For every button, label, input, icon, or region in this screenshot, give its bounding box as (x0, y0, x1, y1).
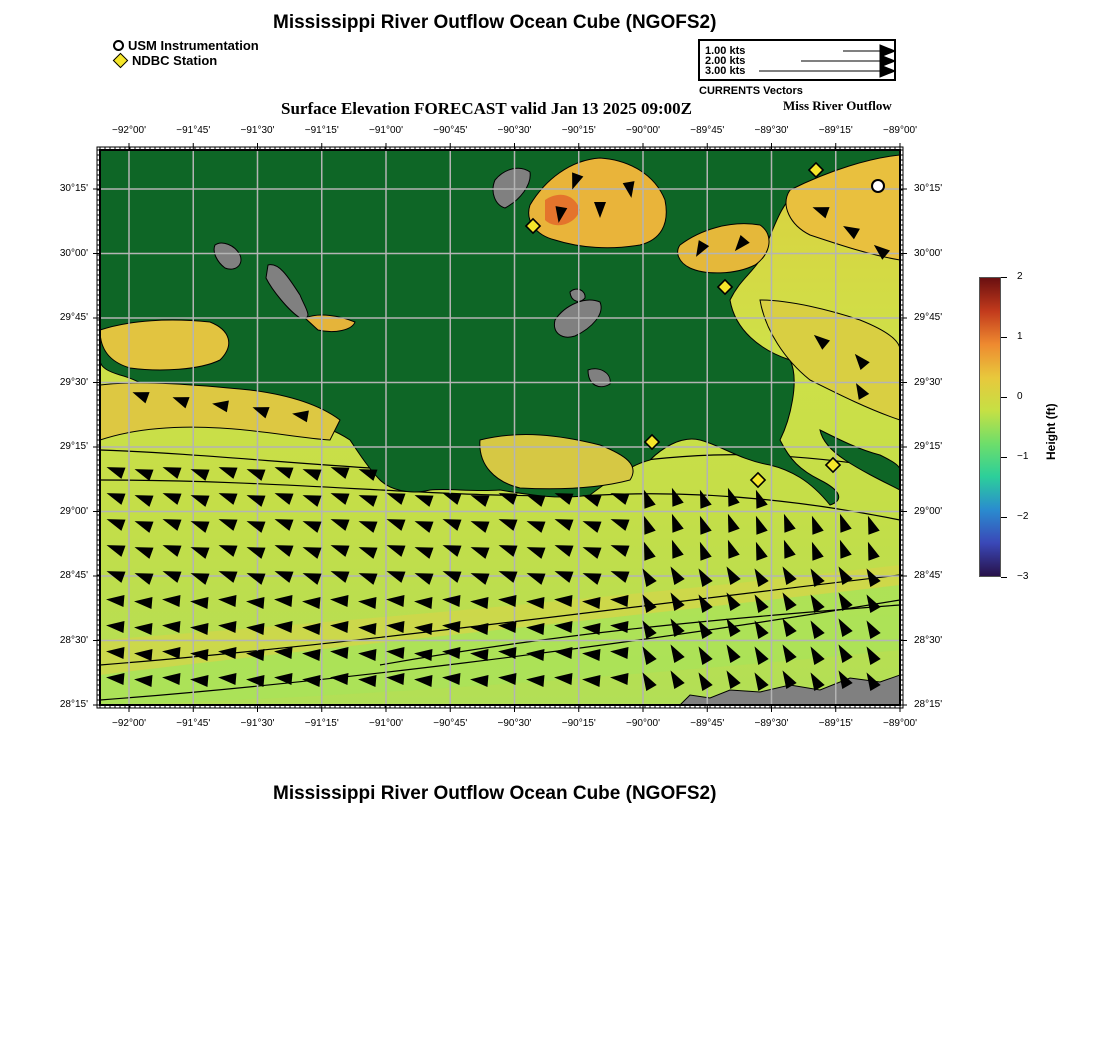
lon-tick-label: −89°45' (690, 125, 725, 136)
lat-tick-label: 30°15' (914, 183, 943, 194)
lat-tick-label: 30°15' (59, 183, 88, 194)
lat-tick-label: 28°45' (59, 570, 88, 581)
lon-tick-label: −89°00' (883, 125, 917, 136)
lon-tick-label: −91°00' (369, 125, 403, 136)
usm-instrument-marker (872, 180, 884, 192)
legend-ndbc-label: NDBC Station (132, 53, 218, 68)
colorbar-tick-label: 0 (1017, 391, 1023, 402)
lat-tick-label: 30°00' (59, 247, 88, 259)
colorbar-tick-mark (1001, 577, 1007, 578)
lon-tick-label: −91°30' (240, 125, 275, 136)
lon-tick-label: −90°15' (561, 718, 596, 729)
lon-tick-label: −89°30' (754, 718, 789, 729)
colorbar-tick-label: 1 (1017, 331, 1023, 342)
colorbar-tick-label: −3 (1017, 571, 1029, 582)
height-colorbar (979, 277, 1001, 577)
lat-tick-label: 28°15' (59, 699, 88, 710)
lon-tick-label: −91°15' (304, 718, 339, 729)
colorbar-tick-mark (1001, 277, 1007, 278)
lon-tick-label: −91°15' (304, 125, 339, 136)
map-subtitle: Surface Elevation FORECAST valid Jan 13 2025 09:00Z (281, 99, 693, 118)
lon-tick-label: −89°15' (818, 125, 853, 136)
lon-tick-label: −90°00' (626, 125, 660, 136)
lon-tick-label: −90°30' (497, 718, 532, 729)
lon-tick-label: −89°45' (690, 718, 725, 729)
vector-legend-caption: CURRENTS Vectors (699, 85, 803, 97)
region-label: Miss River Outflow (783, 98, 892, 113)
bottom-title: Mississippi River Outflow Ocean Cube (NGOFS2) (273, 783, 717, 804)
lat-tick-label: 29°45' (59, 312, 88, 323)
lon-tick-label: −90°45' (433, 718, 468, 729)
lon-tick-label: −90°45' (433, 125, 468, 136)
lon-tick-label: −91°00' (369, 718, 403, 729)
lat-tick-label: 29°45' (914, 312, 943, 323)
lon-tick-label: −89°00' (883, 718, 917, 729)
lon-tick-label: −89°15' (818, 718, 853, 729)
colorbar-tick-label: −1 (1017, 451, 1029, 462)
lon-tick-label: −91°45' (176, 125, 211, 136)
lat-tick-label: 29°15' (914, 441, 943, 452)
lat-tick-label: 28°15' (914, 699, 943, 710)
lat-tick-label: 28°30' (914, 634, 943, 646)
lat-tick-label: 28°45' (914, 570, 943, 581)
lon-tick-label: −92°00' (112, 125, 146, 136)
lon-tick-label: −92°00' (112, 718, 146, 729)
lat-tick-label: 28°30' (59, 634, 88, 646)
lat-tick-label: 29°15' (59, 441, 88, 452)
colorbar-label: Height (ft) (1044, 403, 1058, 460)
lat-tick-label: 30°00' (914, 247, 943, 259)
lat-tick-label: 29°00' (59, 505, 88, 517)
colorbar-tick-mark (1001, 337, 1007, 338)
lat-tick-label: 29°30' (914, 376, 943, 388)
lat-tick-label: 29°30' (59, 376, 88, 388)
lon-tick-label: −90°15' (561, 125, 596, 136)
lat-tick-label: 29°00' (914, 505, 943, 517)
lon-tick-label: −90°30' (497, 125, 532, 136)
lon-tick-label: −91°45' (176, 718, 211, 729)
vector-speed-2: 2.00 kts (705, 55, 746, 67)
colorbar-tick-mark (1001, 457, 1007, 458)
colorbar-tick-label: −2 (1017, 511, 1029, 522)
vector-speed-1: 1.00 kts (705, 45, 746, 57)
lon-tick-label: −89°30' (754, 125, 789, 136)
colorbar-tick-mark (1001, 397, 1007, 398)
lon-tick-label: −91°30' (240, 718, 275, 729)
page-title: Mississippi River Outflow Ocean Cube (NGOFS2) (273, 12, 717, 33)
lon-tick-label: −90°00' (626, 718, 660, 729)
vector-speed-3: 3.00 kts (705, 65, 746, 77)
colorbar-tick-label: 2 (1017, 271, 1023, 282)
colorbar-tick-mark (1001, 517, 1007, 518)
legend-usm-label: USM Instrumentation (128, 38, 259, 53)
west-bays (100, 320, 229, 370)
